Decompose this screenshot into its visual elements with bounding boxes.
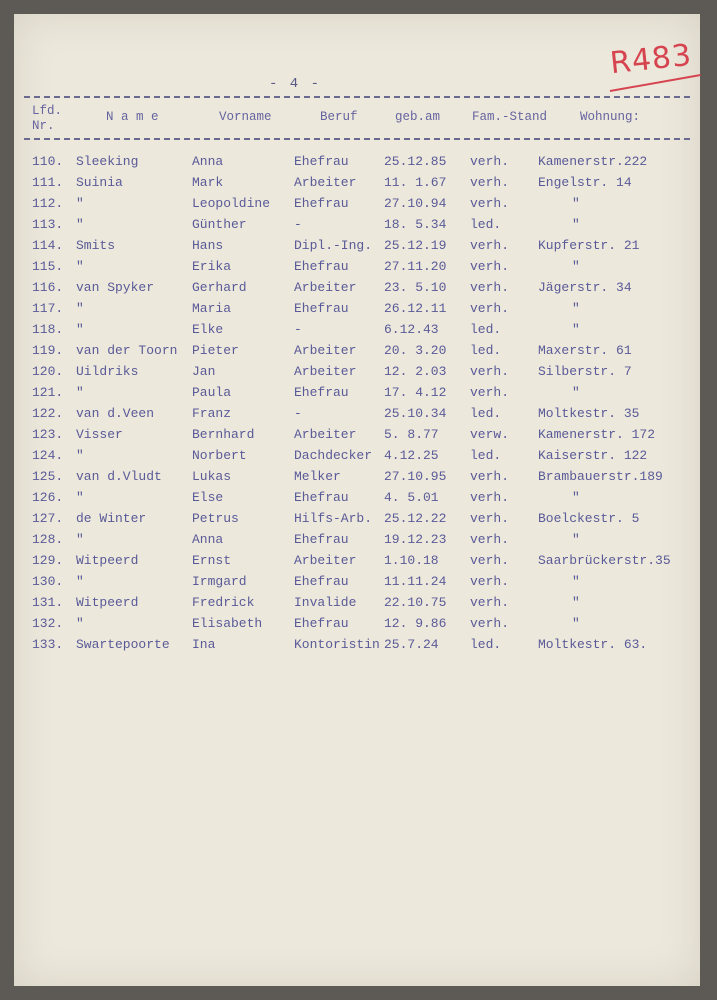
cell-fam: verh. — [470, 574, 510, 589]
cell-name: Witpeerd — [76, 553, 139, 568]
cell-fam: verh. — [470, 364, 510, 379]
cell-name: van der Toorn — [76, 343, 178, 358]
cell-fam: verh. — [470, 385, 510, 400]
cell-wohnung: " — [572, 532, 580, 547]
cell-geb: 6.12.43 — [384, 322, 439, 337]
cell-wohnung: " — [572, 595, 580, 610]
cell-fam: led. — [470, 322, 502, 337]
cell-wohnung: " — [572, 217, 580, 232]
cell-geb: 5. 8.77 — [384, 427, 439, 442]
cell-fam: verh. — [470, 175, 510, 190]
cell-geb: 1.10.18 — [384, 553, 439, 568]
cell-fam: verh. — [470, 532, 510, 547]
cell-beruf: Invalide — [294, 595, 357, 610]
table-row — [14, 448, 700, 468]
cell-vorname: Irmgard — [192, 574, 247, 589]
cell-wohnung: Kaiserstr. 122 — [538, 448, 648, 463]
table-row — [14, 175, 700, 195]
cell-vorname: Elke — [192, 322, 224, 337]
cell-wohnung: Saarbrückerstr.35 — [538, 553, 671, 568]
table-row — [14, 385, 700, 405]
cell-nr: 133. — [32, 637, 64, 652]
cell-geb: 25.10.34 — [384, 406, 447, 421]
cell-vorname: Anna — [192, 154, 224, 169]
table-row — [14, 217, 700, 237]
header-nr: Lfd. Nr. — [32, 104, 63, 133]
table-row — [14, 364, 700, 384]
cell-beruf: Ehefrau — [294, 196, 349, 211]
cell-vorname: Pieter — [192, 343, 239, 358]
cell-geb: 12. 9.86 — [384, 616, 447, 631]
cell-wohnung: " — [572, 490, 580, 505]
cell-wohnung: " — [572, 322, 580, 337]
cell-geb: 12. 2.03 — [384, 364, 447, 379]
document-page — [14, 14, 700, 986]
cell-fam: verh. — [470, 301, 510, 316]
cell-fam: verh. — [470, 259, 510, 274]
cell-beruf: Melker — [294, 469, 341, 484]
cell-wohnung: " — [572, 385, 580, 400]
cell-vorname: Else — [192, 490, 224, 505]
cell-wohnung: Maxerstr. 61 — [538, 343, 632, 358]
table-row — [14, 427, 700, 447]
cell-wohnung: " — [572, 196, 580, 211]
cell-nr: 114. — [32, 238, 64, 253]
table-row — [14, 553, 700, 573]
cell-vorname: Ernst — [192, 553, 232, 568]
cell-beruf: Arbeiter — [294, 343, 357, 358]
cell-wohnung: " — [572, 259, 580, 274]
header-wohnung: Wohnung: — [580, 110, 641, 124]
cell-name: de Winter — [76, 511, 147, 526]
cell-fam: led. — [470, 637, 502, 652]
cell-vorname: Maria — [192, 301, 232, 316]
cell-fam: verh. — [470, 196, 510, 211]
cell-fam: verh. — [470, 469, 510, 484]
cell-name: " — [76, 322, 84, 337]
cell-nr: 129. — [32, 553, 64, 568]
cell-nr: 130. — [32, 574, 64, 589]
table-row — [14, 469, 700, 489]
cell-nr: 118. — [32, 322, 64, 337]
cell-nr: 115. — [32, 259, 64, 274]
cell-geb: 25.12.85 — [384, 154, 447, 169]
cell-beruf: Ehefrau — [294, 385, 349, 400]
cell-name: " — [76, 385, 84, 400]
cell-fam: verh. — [470, 238, 510, 253]
cell-name: van Spyker — [76, 280, 155, 295]
cell-beruf: Ehefrau — [294, 616, 349, 631]
cell-beruf: Hilfs-Arb. — [294, 511, 373, 526]
cell-geb: 4. 5.01 — [384, 490, 439, 505]
cell-name: " — [76, 532, 84, 547]
cell-wohnung: " — [572, 301, 580, 316]
cell-nr: 122. — [32, 406, 64, 421]
cell-geb: 25.12.19 — [384, 238, 447, 253]
cell-name: " — [76, 616, 84, 631]
cell-beruf: - — [294, 406, 302, 421]
cell-name: " — [76, 259, 84, 274]
cell-name: Uildriks — [76, 364, 139, 379]
table-row — [14, 406, 700, 426]
cell-name: " — [76, 448, 84, 463]
cell-name: " — [76, 574, 84, 589]
cell-geb: 18. 5.34 — [384, 217, 447, 232]
cell-nr: 120. — [32, 364, 64, 379]
cell-name: Suinia — [76, 175, 123, 190]
cell-fam: verh. — [470, 154, 510, 169]
cell-beruf: Dipl.-Ing. — [294, 238, 373, 253]
cell-vorname: Hans — [192, 238, 224, 253]
cell-nr: 123. — [32, 427, 64, 442]
table-row — [14, 490, 700, 510]
cell-beruf: Ehefrau — [294, 154, 349, 169]
table-row — [14, 595, 700, 615]
cell-wohnung: Engelstr. 14 — [538, 175, 632, 190]
cell-fam: led. — [470, 343, 502, 358]
cell-beruf: Ehefrau — [294, 532, 349, 547]
cell-nr: 113. — [32, 217, 64, 232]
cell-fam: verh. — [470, 553, 510, 568]
cell-nr: 127. — [32, 511, 64, 526]
cell-name: " — [76, 196, 84, 211]
cell-beruf: - — [294, 322, 302, 337]
page-number: - 4 - — [269, 76, 322, 92]
cell-vorname: Gerhard — [192, 280, 247, 295]
cell-nr: 116. — [32, 280, 64, 295]
cell-vorname: Petrus — [192, 511, 239, 526]
table-row — [14, 238, 700, 258]
cell-geb: 23. 5.10 — [384, 280, 447, 295]
cell-vorname: Lukas — [192, 469, 232, 484]
cell-name: " — [76, 301, 84, 316]
cell-geb: 22.10.75 — [384, 595, 447, 610]
cell-name: Swartepoorte — [76, 637, 170, 652]
cell-name: Visser — [76, 427, 123, 442]
cell-nr: 125. — [32, 469, 64, 484]
cell-wohnung: Kamenerstr.222 — [538, 154, 648, 169]
cell-beruf: Ehefrau — [294, 301, 349, 316]
cell-nr: 111. — [32, 175, 64, 190]
cell-vorname: Fredrick — [192, 595, 255, 610]
table-row — [14, 637, 700, 657]
cell-beruf: Kontoristin — [294, 637, 380, 652]
cell-vorname: Leopoldine — [192, 196, 271, 211]
cell-fam: verw. — [470, 427, 510, 442]
cell-beruf: Ehefrau — [294, 259, 349, 274]
cell-geb: 19.12.23 — [384, 532, 447, 547]
cell-wohnung: Boelckestr. 5 — [538, 511, 640, 526]
cell-nr: 124. — [32, 448, 64, 463]
cell-name: Witpeerd — [76, 595, 139, 610]
cell-vorname: Günther — [192, 217, 247, 232]
table-row — [14, 196, 700, 216]
cell-wohnung: Jägerstr. 34 — [538, 280, 632, 295]
cell-geb: 27.11.20 — [384, 259, 447, 274]
cell-fam: verh. — [470, 511, 510, 526]
table-row — [14, 259, 700, 279]
cell-fam: led. — [470, 406, 502, 421]
cell-geb: 27.10.95 — [384, 469, 447, 484]
cell-nr: 121. — [32, 385, 64, 400]
cell-fam: verh. — [470, 595, 510, 610]
cell-wohnung: Moltkestr. 35 — [538, 406, 640, 421]
cell-vorname: Erika — [192, 259, 232, 274]
cell-fam: led. — [470, 448, 502, 463]
cell-geb: 25.7.24 — [384, 637, 439, 652]
cell-vorname: Anna — [192, 532, 224, 547]
cell-geb: 27.10.94 — [384, 196, 447, 211]
cell-wohnung: Moltkestr. 63. — [538, 637, 648, 652]
table-row — [14, 574, 700, 594]
cell-beruf: Arbeiter — [294, 280, 357, 295]
cell-nr: 117. — [32, 301, 64, 316]
archive-reference-handwritten: R483 — [608, 37, 694, 82]
header-rule-bottom — [24, 138, 690, 140]
cell-name: Smits — [76, 238, 116, 253]
cell-nr: 112. — [32, 196, 64, 211]
cell-name: " — [76, 490, 84, 505]
cell-nr: 119. — [32, 343, 64, 358]
table-row — [14, 280, 700, 300]
cell-geb: 11.11.24 — [384, 574, 447, 589]
cell-wohnung: Kupferstr. 21 — [538, 238, 640, 253]
header-name: N a m e — [106, 110, 159, 124]
cell-vorname: Paula — [192, 385, 232, 400]
table-row — [14, 322, 700, 342]
cell-geb: 25.12.22 — [384, 511, 447, 526]
cell-beruf: - — [294, 217, 302, 232]
cell-fam: verh. — [470, 490, 510, 505]
table-row — [14, 154, 700, 174]
cell-nr: 126. — [32, 490, 64, 505]
cell-wohnung: Silberstr. 7 — [538, 364, 632, 379]
cell-beruf: Arbeiter — [294, 175, 357, 190]
cell-geb: 26.12.11 — [384, 301, 447, 316]
cell-wohnung: Kamenerstr. 172 — [538, 427, 656, 442]
header-beruf: Beruf — [320, 110, 358, 124]
cell-fam: led. — [470, 217, 502, 232]
cell-beruf: Arbeiter — [294, 364, 357, 379]
cell-vorname: Norbert — [192, 448, 247, 463]
cell-fam: verh. — [470, 616, 510, 631]
table-row — [14, 511, 700, 531]
cell-nr: 128. — [32, 532, 64, 547]
cell-name: " — [76, 217, 84, 232]
table-row — [14, 616, 700, 636]
cell-geb: 17. 4.12 — [384, 385, 447, 400]
cell-wohnung: " — [572, 574, 580, 589]
header-rule-top — [24, 96, 690, 98]
cell-vorname: Elisabeth — [192, 616, 263, 631]
cell-name: van d.Veen — [76, 406, 155, 421]
cell-beruf: Ehefrau — [294, 490, 349, 505]
header-vorname: Vorname — [219, 110, 272, 124]
cell-geb: 20. 3.20 — [384, 343, 447, 358]
cell-vorname: Franz — [192, 406, 232, 421]
cell-nr: 131. — [32, 595, 64, 610]
cell-beruf: Arbeiter — [294, 427, 357, 442]
cell-nr: 110. — [32, 154, 64, 169]
header-geb: geb.am — [395, 110, 441, 124]
cell-beruf: Ehefrau — [294, 574, 349, 589]
header-fam: Fam.-Stand — [472, 110, 548, 124]
cell-wohnung: " — [572, 616, 580, 631]
cell-beruf: Dachdecker — [294, 448, 373, 463]
table-row — [14, 343, 700, 363]
cell-beruf: Arbeiter — [294, 553, 357, 568]
cell-vorname: Ina — [192, 637, 216, 652]
cell-vorname: Jan — [192, 364, 216, 379]
cell-name: Sleeking — [76, 154, 139, 169]
table-row — [14, 532, 700, 552]
cell-nr: 132. — [32, 616, 64, 631]
cell-wohnung: Brambauerstr.189 — [538, 469, 663, 484]
cell-geb: 11. 1.67 — [384, 175, 447, 190]
cell-geb: 4.12.25 — [384, 448, 439, 463]
cell-name: van d.Vludt — [76, 469, 162, 484]
cell-vorname: Bernhard — [192, 427, 255, 442]
table-row — [14, 301, 700, 321]
cell-fam: verh. — [470, 280, 510, 295]
cell-vorname: Mark — [192, 175, 224, 190]
